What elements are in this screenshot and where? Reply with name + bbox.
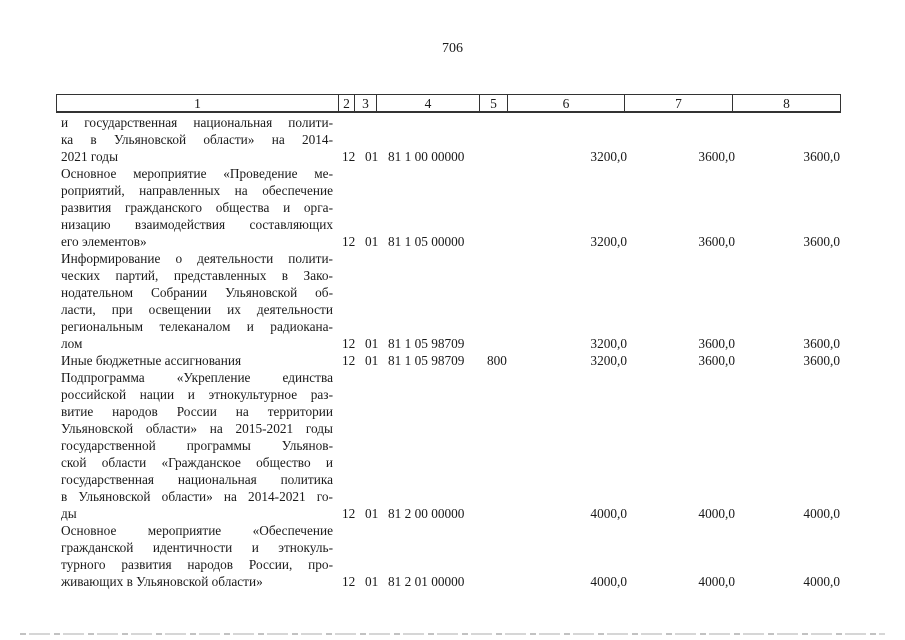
cell-c3: 01 xyxy=(365,149,379,164)
description-line: развития гражданского общества и орга- xyxy=(61,200,333,215)
description-line: региональным телеканалом и радиокана- xyxy=(61,319,333,334)
cell-c4: 81 2 01 00000 xyxy=(388,574,465,589)
description-line: Подпрограмма «Укрепление единства xyxy=(61,370,333,385)
description-line: Иные бюджетные ассигнования xyxy=(61,353,242,368)
scan-edge-artifact xyxy=(20,633,885,635)
header-col-8: 8 xyxy=(783,96,790,111)
description-line: 2021 годы xyxy=(61,149,119,164)
cell-c4: 81 1 00 00000 xyxy=(388,149,465,164)
page-number: 706 xyxy=(442,41,463,56)
row-description xyxy=(61,352,333,369)
cell-c5: 800 xyxy=(487,353,507,368)
description-line: нодательном Собрании Ульяновской об- xyxy=(61,285,333,300)
cell-c7: 4000,0 xyxy=(698,574,735,589)
header-col-4: 4 xyxy=(377,95,480,111)
cell-c3: 01 xyxy=(365,574,379,589)
cell-c4: 81 2 00 00000 xyxy=(388,506,465,521)
cell-c2: 12 xyxy=(342,574,356,589)
header-col-6: 6 xyxy=(508,95,625,111)
description-line: роприятий, направленных на обеспечение xyxy=(61,183,333,198)
cell-c8: 3600,0 xyxy=(803,234,840,249)
cell-c2: 12 xyxy=(342,149,356,164)
cell-c8: 3600,0 xyxy=(803,353,840,368)
cell-c7: 3600,0 xyxy=(698,353,735,368)
description-line: Основное мероприятие «Проведение ме- xyxy=(61,166,333,181)
description-line: ды xyxy=(61,506,77,521)
cell-c7: 3600,0 xyxy=(698,234,735,249)
description-line: государственной программы Ульянов- xyxy=(61,438,333,453)
cell-c2: 12 xyxy=(342,336,356,351)
cell-c7: 4000,0 xyxy=(698,506,735,521)
header-col-5: 5 xyxy=(480,95,508,111)
cell-c4: 81 1 05 98709 xyxy=(388,353,465,368)
header-col-3: 3 xyxy=(355,95,377,111)
cell-c8: 3600,0 xyxy=(803,149,840,164)
cell-c8: 3600,0 xyxy=(803,336,840,351)
cell-c2: 12 xyxy=(342,506,356,521)
cell-c4: 81 1 05 00000 xyxy=(388,234,465,249)
description-line: Информирование о деятельности полити- xyxy=(61,251,333,266)
cell-c3: 01 xyxy=(365,353,379,368)
row-description xyxy=(61,369,333,522)
cell-c6: 4000,0 xyxy=(590,506,627,521)
cell-c7: 3600,0 xyxy=(698,336,735,351)
cell-c6: 3200,0 xyxy=(590,336,627,351)
description-line: живающих в Ульяновской области» xyxy=(61,574,263,589)
cell-c3: 01 xyxy=(365,234,379,249)
cell-c2: 12 xyxy=(342,353,356,368)
cell-c2: 12 xyxy=(342,234,356,249)
description-line: Ульяновской области» на 2015-2021 годы xyxy=(61,421,333,436)
row-description xyxy=(61,165,333,250)
description-line: ка в Ульяновской области» на 2014- xyxy=(61,132,333,147)
description-line: турного развития народов России, про- xyxy=(61,557,333,572)
row-description xyxy=(61,522,333,590)
cell-c7: 3600,0 xyxy=(698,149,735,164)
description-line: гражданской идентичности и этнокуль- xyxy=(61,540,333,555)
header-col-2: 2 xyxy=(339,95,355,111)
description-line: его элементов» xyxy=(61,234,147,249)
cell-c6: 4000,0 xyxy=(590,574,627,589)
description-line: ской области «Гражданское общество и xyxy=(61,455,333,470)
description-line: ласти, при освещении их деятельности xyxy=(61,302,333,317)
description-line: витие народов России на территории xyxy=(61,404,333,419)
cell-c6: 3200,0 xyxy=(590,353,627,368)
cell-c6: 3200,0 xyxy=(590,149,627,164)
description-line: государственная национальная политика xyxy=(61,472,333,487)
cell-c4: 81 1 05 98709 xyxy=(388,336,465,351)
cell-c3: 01 xyxy=(365,506,379,521)
description-line: и государственная национальная полити- xyxy=(61,115,333,130)
description-line: лом xyxy=(61,336,83,351)
description-line: Основное мероприятие «Обеспечение xyxy=(61,523,333,538)
cell-c3: 01 xyxy=(365,336,379,351)
header-col-1: 1 xyxy=(57,95,339,111)
header-col-7: 7 xyxy=(625,95,733,111)
description-line: низацию взаимодействия составляющих xyxy=(61,217,333,232)
row-description xyxy=(61,114,333,165)
table-header xyxy=(56,94,841,113)
cell-c8: 4000,0 xyxy=(803,574,840,589)
description-line: российской нации и этнокультурное раз- xyxy=(61,387,333,402)
description-line: в Ульяновской области» на 2014-2021 го- xyxy=(61,489,333,504)
row-description xyxy=(61,250,333,352)
cell-c8: 4000,0 xyxy=(803,506,840,521)
description-line: ческих партий, представленных в Зако- xyxy=(61,268,333,283)
cell-c6: 3200,0 xyxy=(590,234,627,249)
